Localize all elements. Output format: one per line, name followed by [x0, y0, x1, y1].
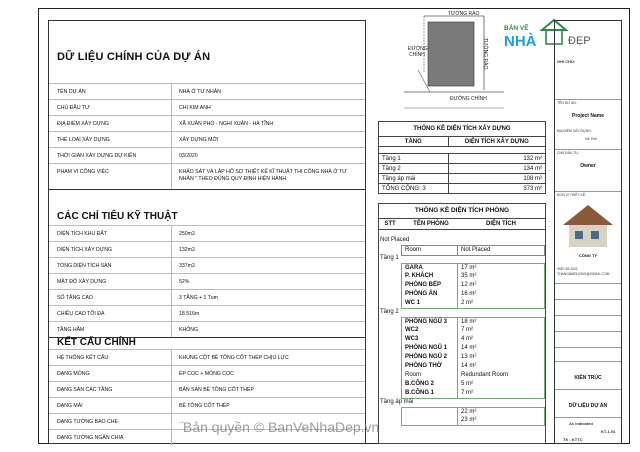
group-floor-1: Tầng 1 [380, 255, 399, 261]
tech-row: TỔNG DIỆN TÍCH SÀN 337m2 [49, 257, 365, 273]
area-col-floor: TẦNG [379, 137, 449, 147]
project-name: Project Name [572, 113, 604, 119]
list-item: WC 1 2 m² [379, 299, 545, 308]
list-item: PHÒNG NGỦ 2 13 m² [379, 353, 545, 362]
site-plan [404, 10, 514, 118]
list-item: B.CÔNG 2 5 m² [379, 380, 545, 389]
scale-label: As indicated [569, 421, 593, 426]
area-col-area: DIỆN TÍCH XÂY DỰNG [448, 137, 545, 147]
road-left-label-2: CHÍNH [409, 52, 425, 58]
logo-text-2: NHÀ [504, 33, 537, 50]
group-not-placed: Not Placed [380, 237, 410, 243]
list-item: B.CÔNG 1 7 m² [379, 389, 545, 398]
owner-name: Owner [580, 163, 596, 169]
room-table-header: STT TÊN PHÒNG DIỆN TÍCH [379, 219, 545, 230]
list-item: PHÒNG THỜ 14 m² [379, 362, 545, 371]
section-struct-title: KẾT CẤU CHÍNH [57, 337, 136, 348]
fence-top-label: TƯỜNG RÀO [448, 11, 480, 17]
list-item: Room Not Placed [379, 245, 545, 254]
list-item: PHÒNG NGỦ 3 18 m² [379, 317, 545, 326]
sheet-code: TK - KTTC [563, 437, 583, 442]
logo-text-3: ĐẸP [568, 35, 591, 47]
tech-row: DIỆN TÍCH KHU ĐẤT 250m2 [49, 225, 365, 241]
list-item: PHÒNG ĂN 16 m² [379, 290, 545, 299]
project-data-panel [48, 20, 366, 444]
table-row: Tầng áp mái 108 m² [379, 174, 546, 184]
area-table-caption: THỐNG KÊ DIỆN TÍCH XÂY DỰNG [379, 122, 546, 137]
list-item: 23 m² [379, 416, 545, 425]
list-item: 22 m² [379, 407, 545, 416]
struct-row: HỆ THỐNG KẾT CẤU KHUNG CỘT BÊ TÔNG CỐT THÉP CHỊU LỰC [49, 349, 365, 365]
info-row: TÊN DỰ ÁN NHÀ Ở TƯ NHÂN [49, 83, 365, 99]
room-table [378, 203, 546, 444]
info-row: ĐỊA ĐIỂM XÂY DỰNG XÃ XUÂN PHỔ - NGHI XUÂN - HÀ TĨNH [49, 115, 365, 131]
notes-label: GHI CHÚ: [557, 59, 576, 64]
road-bottom-label: ĐƯỜNG CHÍNH [450, 96, 487, 102]
info-row: PHẠM VI CÔNG VIỆC KHẢO SÁT VÀ LẬP HỒ SƠ THIẾT KẾ KĨ THUẬT THI CÔNG NHÀ Ở TƯ NHÂN " THEO ĐÚNG QUY ĐỊNH HIỆN HÀNH. [49, 163, 365, 190]
struct-row: DẠNG TƯỜNG BAO CHE ... [49, 413, 365, 429]
tech-row: MẬT ĐỘ XÂY DỰNG 52% [49, 273, 365, 289]
tech-row: SỐ TẦNG CAO 3 TẦNG + 1 Tum [49, 289, 365, 305]
area-table [378, 121, 546, 194]
road-left-label: ĐƯỜNG [408, 46, 428, 52]
list-item: Room Redundant Room [379, 371, 545, 380]
table-row: Tầng 2 134 m² [379, 164, 546, 174]
logo-text-1: BẢN VẼ [504, 25, 529, 32]
copyright-watermark: Bản quyền © BanVeNhaDep.vn [183, 419, 380, 435]
struct-row: DẠNG MÁI BÊ TÔNG CỐT THÉP [49, 397, 365, 413]
struct-row: DẠNG MÓNG ÉP CỌC + MÓNG CỌC [49, 365, 365, 381]
company-label: CÔNG TY [578, 253, 598, 258]
info-row: THỜI GIAN XÂY DỰNG DỰ KIẾN 03/2020 [49, 147, 365, 163]
title-block: GHI CHÚ: TÊN DỰ ÁN: Project Name ĐỊA ĐIỂM XÂY DỰNG: Hà Tĩnh CHỦ ĐẦU TƯ: Owner ĐƠN VỊ THIẾT KẾ: CÔNG TY 0987.65.4321 THANGAMDUONG@GMAIL.COM KIẾN TRÚC DỮ LIỆU DỰ ÁN As indicated KT-1.04 TK - KTTC [554, 20, 622, 444]
list-item: PHÒNG BẾP 12 m² [379, 281, 545, 290]
info-row: CHỦ ĐẦU TƯ CHỊ KIM ANH [49, 99, 365, 115]
list-item: WC2 7 m² [379, 326, 545, 335]
list-item: GARA 17 m² [379, 263, 545, 272]
table-row: TỔNG CỘNG: 3 373 m² [379, 184, 546, 194]
tech-row: CHIỀU CAO TỐI ĐA 18.516m [49, 305, 365, 321]
table-row: Tầng 1 132 m² [379, 154, 546, 164]
discipline-label: KIẾN TRÚC [574, 375, 602, 381]
tech-row: TẦNG HẦM KHÔNG [49, 321, 365, 337]
group-floor-attic: Tầng áp mái [380, 399, 414, 405]
fence-right-label: TƯỜNG RÀO [482, 38, 488, 70]
list-item: P. KHÁCH 35 m² [379, 272, 545, 281]
struct-row: DẠNG TƯỜNG NGĂN CHIA [49, 429, 365, 445]
list-item: WC3 4 m² [379, 335, 545, 344]
info-row: THỂ LOẠI XÂY DỰNG XÂY DỰNG MỚI [49, 131, 365, 147]
sheet-number: KT-1.04 [601, 429, 616, 434]
group-floor-2: Tầng 2 [380, 309, 399, 315]
panel-title: DỮ LIỆU CHÍNH CỦA DỰ ÁN [57, 51, 211, 63]
sheet-title: DỮ LIỆU DỰ ÁN [568, 403, 608, 409]
tech-row: DIỆN TÍCH XÂY DỰNG 132m2 [49, 241, 365, 257]
section-tech-title: CÁC CHỈ TIÊU KỸ THUẬT [57, 211, 178, 222]
room-table-caption: THỐNG KÊ DIỆN TÍCH PHÒNG [379, 204, 545, 219]
company-house-image [561, 201, 615, 251]
list-item: PHÒNG NGỦ 1 14 m² [379, 344, 545, 353]
struct-row: DẠNG SÀN CÁC TẦNG BẢN SÀN BÊ TÔNG CỐT THÉP [49, 381, 365, 397]
